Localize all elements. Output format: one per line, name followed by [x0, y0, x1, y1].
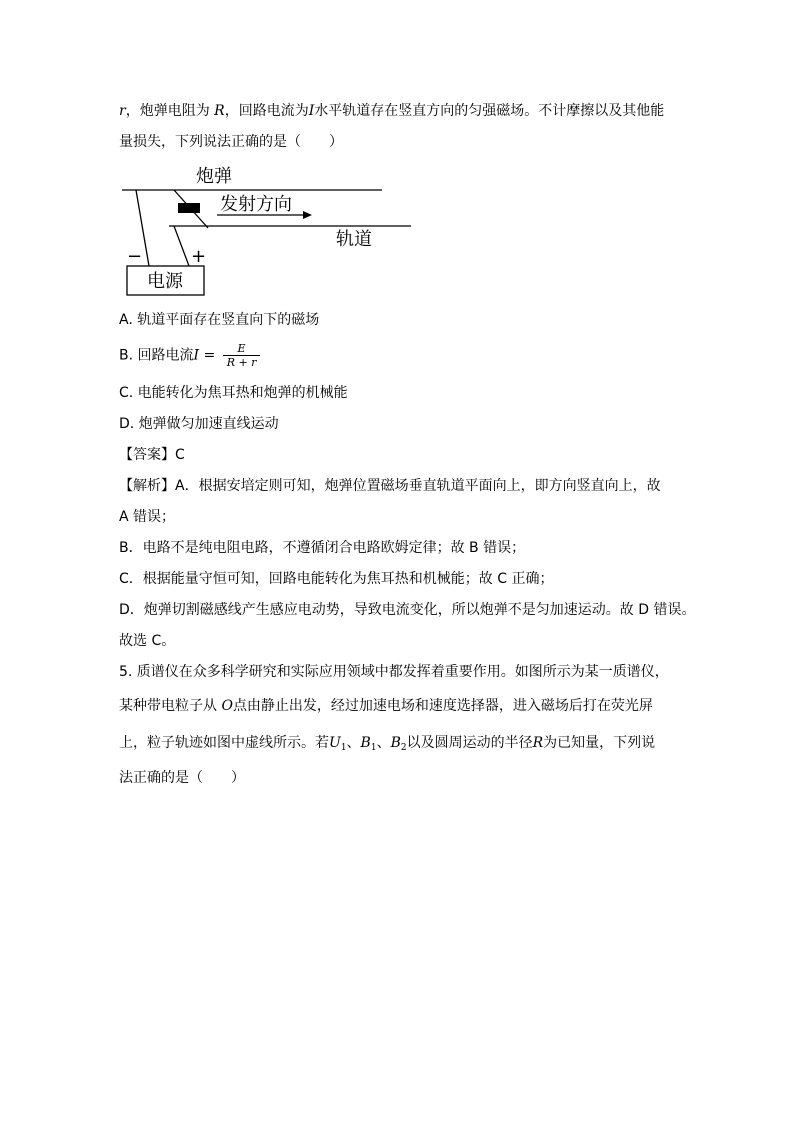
positive-wire [174, 226, 189, 266]
intro-text-3: 水平轨道存在竖直方向的匀强磁场。不计摩擦以及其他能 [314, 103, 665, 119]
var-U-sub: 1 [340, 743, 347, 753]
var-B1: B [360, 735, 371, 751]
var-R-q5: R [532, 735, 544, 751]
plus-sign: + [191, 246, 207, 267]
analysis-line-2: A 错误； [119, 509, 176, 525]
q5-line-1: 5. 质谱仪在众多科学研究和实际应用领域中都发挥着重要作用。如图所示为某一质谱仪， [119, 664, 669, 680]
intro-text-2: ，回路电流为 [224, 103, 309, 119]
question-intro-line-2: 量损失，下列说法正确的是（ ） [119, 134, 343, 150]
answer-value: C [175, 447, 185, 463]
var-B1-sub: 1 [370, 743, 377, 753]
var-B2: B [390, 735, 401, 751]
q5-text-2a: 某种带电粒子从 [119, 698, 222, 714]
direction-label: 发射方向 [220, 194, 292, 215]
option-c: C. 电能转化为焦耳热和炮弹的机械能 [119, 385, 348, 401]
answer-line [119, 445, 185, 465]
var-O: O [221, 698, 233, 714]
var-U: U [329, 735, 341, 751]
power-source-label: 电源 [147, 271, 183, 292]
analysis-text-1: A．根据安培定则可知，炮弹位置磁场垂直轨道平面向上，即方向竖直向上，故 [175, 478, 661, 494]
minus-sign: − [127, 246, 143, 267]
q5-sep-2: 、 [376, 735, 391, 751]
option-b-prefix: B. 回路电流 [119, 347, 194, 364]
shell-label: 炮弹 [196, 166, 232, 187]
question-intro-line-1 [119, 101, 664, 121]
option-b-var-I: I [193, 347, 200, 364]
direction-arrow-head [303, 211, 312, 219]
answer-label: 【答案】 [119, 447, 175, 463]
intro-text-1: ，炮弹电阻为 [125, 103, 215, 119]
q5-text-2b: 点由静止出发，经过加速电场和速度选择器，进入磁场后打在荧光屏 [232, 698, 653, 714]
option-a: A. 轨道平面存在竖直向下的磁场 [119, 312, 320, 328]
q5-text-3c: 为已知量，下列说 [543, 735, 656, 751]
shell-block [178, 203, 200, 213]
analysis-line-3: B．电路不是纯电阻电路，不遵循闭合电路欧姆定律；故 B 错误； [119, 540, 526, 556]
analysis-line-6: 故选 C。 [119, 633, 176, 649]
analysis-label: 【解析】 [119, 478, 175, 494]
fraction-denominator: R + r [223, 355, 261, 369]
analysis-line-5: D．炮弹切割磁感线产生感应电动势，导致电流变化，所以炮弹不是匀加速运动。故 D 错误。 [119, 602, 696, 618]
q5-text-3a: 上，粒子轨迹如图中虚线所示。若 [119, 735, 329, 751]
analysis-line-1 [119, 476, 661, 496]
fraction-numerator: E [237, 342, 246, 355]
var-r: r [119, 103, 126, 119]
current-fraction [223, 342, 261, 369]
option-b-equals: = [199, 347, 220, 364]
q5-text-3b: 以及圆周运动的半径 [406, 735, 533, 751]
option-b [119, 342, 260, 369]
var-R: R [214, 103, 225, 119]
var-B2-sub: 2 [400, 743, 407, 753]
var-I: I [308, 103, 315, 119]
analysis-line-4: C．根据能量守恒可知，回路电能转化为焦耳热和机械能；故 C 正确； [119, 571, 554, 587]
q5-line-3 [119, 733, 655, 758]
railgun-diagram [119, 163, 419, 298]
q5-line-4: 法正确的是（ ） [119, 770, 245, 786]
rail-label: 轨道 [336, 229, 372, 250]
q5-line-2 [119, 696, 653, 716]
q5-sep-1: 、 [346, 735, 361, 751]
option-d: D. 炮弹做匀加速直线运动 [119, 416, 279, 432]
